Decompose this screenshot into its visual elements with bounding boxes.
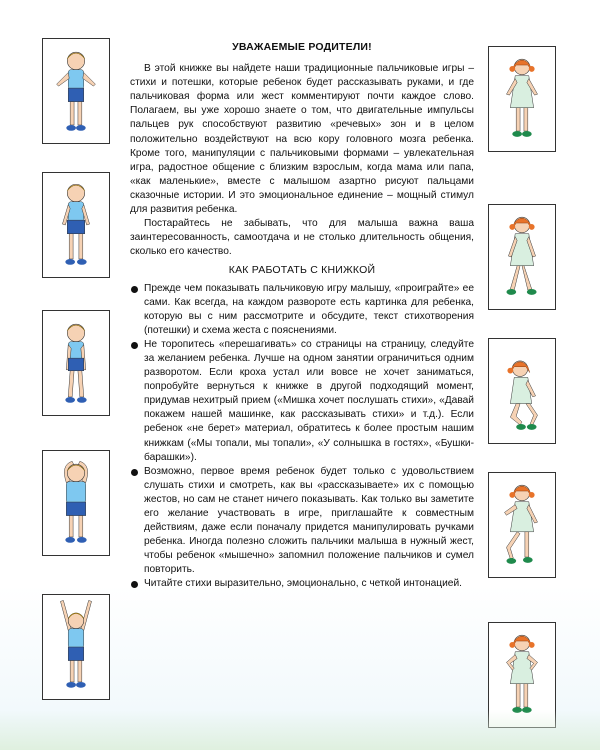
boy-hands-on-knees-icon <box>42 172 110 278</box>
page-title: УВАЖАЕМЫЕ РОДИТЕЛИ! <box>232 41 372 53</box>
list-item: Возможно, первое время ребенок будет только с удовольствием слушать стихи и смотреть, как вы «рассказываете» их с помощью жестов, но сам не станет ничего показывать. Как только вы заметите его желание участвовать в игре, приглашайте к совместным действиям, даже если поначалу придется манипулировать ручками ребенка. Иногда полезно сложить пальчики малыша в нужный жест, чтобы ребенок «мышечно» запомнил положение пальчиков и сумел повторить. <box>130 465 474 578</box>
girl-stepping-icon <box>488 472 556 578</box>
girl-squatting-icon <box>488 338 556 444</box>
girl-walking-icon <box>488 204 556 310</box>
boy-hands-on-head-icon <box>42 450 110 556</box>
main-text-column <box>130 40 474 592</box>
boy-arms-out-icon <box>42 38 110 144</box>
bottom-gradient <box>0 710 600 750</box>
list-item: Прежде чем показывать пальчиковую игру малышу, «проиграйте» ее сами. Как всегда, на каждом развороте есть картинка для ребенка, которую вы с ним рассмотрите и обсудите, текст стихотворения (потешки) и схема жеста с пояснениями. <box>130 282 474 338</box>
list-item: Не торопитесь «перешагивать» со страницы на страницу, следуйте за желанием ребенка. Лучше на одном занятии ограничиться одним разворотом. Если кроха устал или вовсе не хочет заниматься, попробуйте вернуться к книжке в другой подходящий момент, придумав нехитрый прием («Мишка хочет послушать стихи», «Давай покажем нашей машинке, как рассказывать стихи» и т.д.). Если ребенок «не берет» материал, обратитесь к более простым нашим книжкам («Мы топали, мы топали», «У солнышка в гостях», «Бушки-барашки»). <box>130 338 474 465</box>
instruction-list <box>130 282 474 592</box>
boy-arms-up-icon <box>42 594 110 700</box>
list-item: Читайте стихи выразительно, эмоционально, с четкой интонацией. <box>130 577 474 591</box>
girl-standing-icon <box>488 46 556 152</box>
intro-paragraph: В этой книжке вы найдете наши традиционные пальчиковые игры – стихи и потешки, которые ребенок будет рассказывать руками, и где пальчиковая форма или жест комментируют почти каждое слово. Полагаем, вы уже хорошо знаете о том, что двигательные импульсы пальцев рук способствуют развитию «речевых» зон и в целом положительно воздействуют на всю кору головного мозга ребенка. Кроме того, манипуляции с пальчиковыми формами – увлекательная игра, радостное общение с близким взрослым, когда мама или папа, «как маленькие», вместе с малышом азартно рисуют пальцами сказочные истории. И это эмоциональное единение – мощный стимул для развития ребенка. <box>130 63 474 216</box>
intro-paragraph: Постарайтесь не забывать, что для малыша важна ваша заинтересованность, самоотдача и не столько длительность общения, сколько его качество. <box>130 218 474 258</box>
boy-bending-icon <box>42 310 110 416</box>
section-title: КАК РАБОТАТЬ С КНИЖКОЙ <box>228 264 376 277</box>
